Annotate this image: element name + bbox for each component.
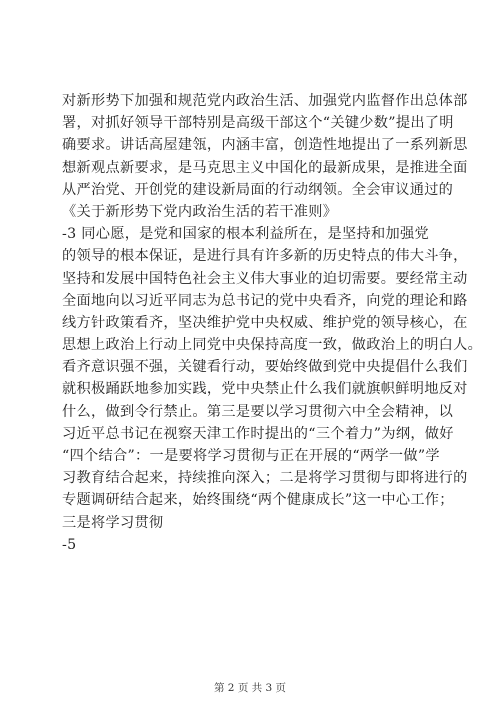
text-line: 对新形势下加强和规范党内政治生活、加强党内监督作出总体部 <box>62 93 468 109</box>
text-line: 《关于新形势下党内政治生活的若干准则》 <box>62 203 338 220</box>
text-line: 看齐意识强不强，关键看行动，要始终做到党中央提倡什么我们 <box>62 359 468 376</box>
text-line: “四个结合”：一是要将学习贯彻与正在开展的“两学一做”学 <box>62 448 440 464</box>
text-line: 就积极踊跃地参加实践，党中央禁止什么我们就旗帜鲜明地反对 <box>62 381 468 398</box>
text-line: 习近平总书记在视察天津工作时提出的“三个着力”为纲，做好 <box>62 425 454 442</box>
text-line: 线方针政策看齐，坚决维护党中央权威、维护党的领导核心，在 <box>62 314 468 331</box>
text-line: 确要求。讲话高屋建瓴，内涵丰富，创造性地提出了一系列新思 <box>62 137 468 154</box>
page-number-footer: 第 2 页 共 3 页 <box>213 682 287 694</box>
text-line: 从严治党、开创党的建设新局面的行动纲领。全会审议通过的 <box>62 181 454 198</box>
text-line: 什么，做到令行禁止。第三是要以学习贯彻六中全会精神，以 <box>62 403 454 420</box>
text-line: 坚持和发展中国特色社会主义伟大事业的迫切需要。要经常主动 <box>62 270 468 287</box>
text-line: 署，对抓好领导干部特别是高级干部这个“关键少数”提出了明 <box>62 115 454 132</box>
text-line: 想新观点新要求，是马克思主义中国化的最新成果，是推进全面 <box>62 159 468 176</box>
text-line: -3 同心愿，是党和国家的根本利益所在，是坚持和加强党 <box>62 226 429 243</box>
text-line: 思想上政治上行动上同党中央保持高度一致，做政治上的明白人。 <box>62 337 483 354</box>
text-line: 三是将学习贯彻 <box>62 514 164 531</box>
text-line: 专题调研结合起来，始终围绕“两个健康成长”这一中心工作； <box>62 492 454 509</box>
text-line: 的领导的根本保证，是进行具有许多新的历史特点的伟大斗争， <box>62 248 468 265</box>
text-line: 习教育结合起来，持续推向深入；二是将学习贯彻与即将进行的 <box>62 470 468 487</box>
text-line: -5 <box>62 536 77 553</box>
text-line: 全面地向以习近平同志为总书记的党中央看齐，向党的理论和路 <box>62 292 468 309</box>
document-body <box>62 90 483 556</box>
